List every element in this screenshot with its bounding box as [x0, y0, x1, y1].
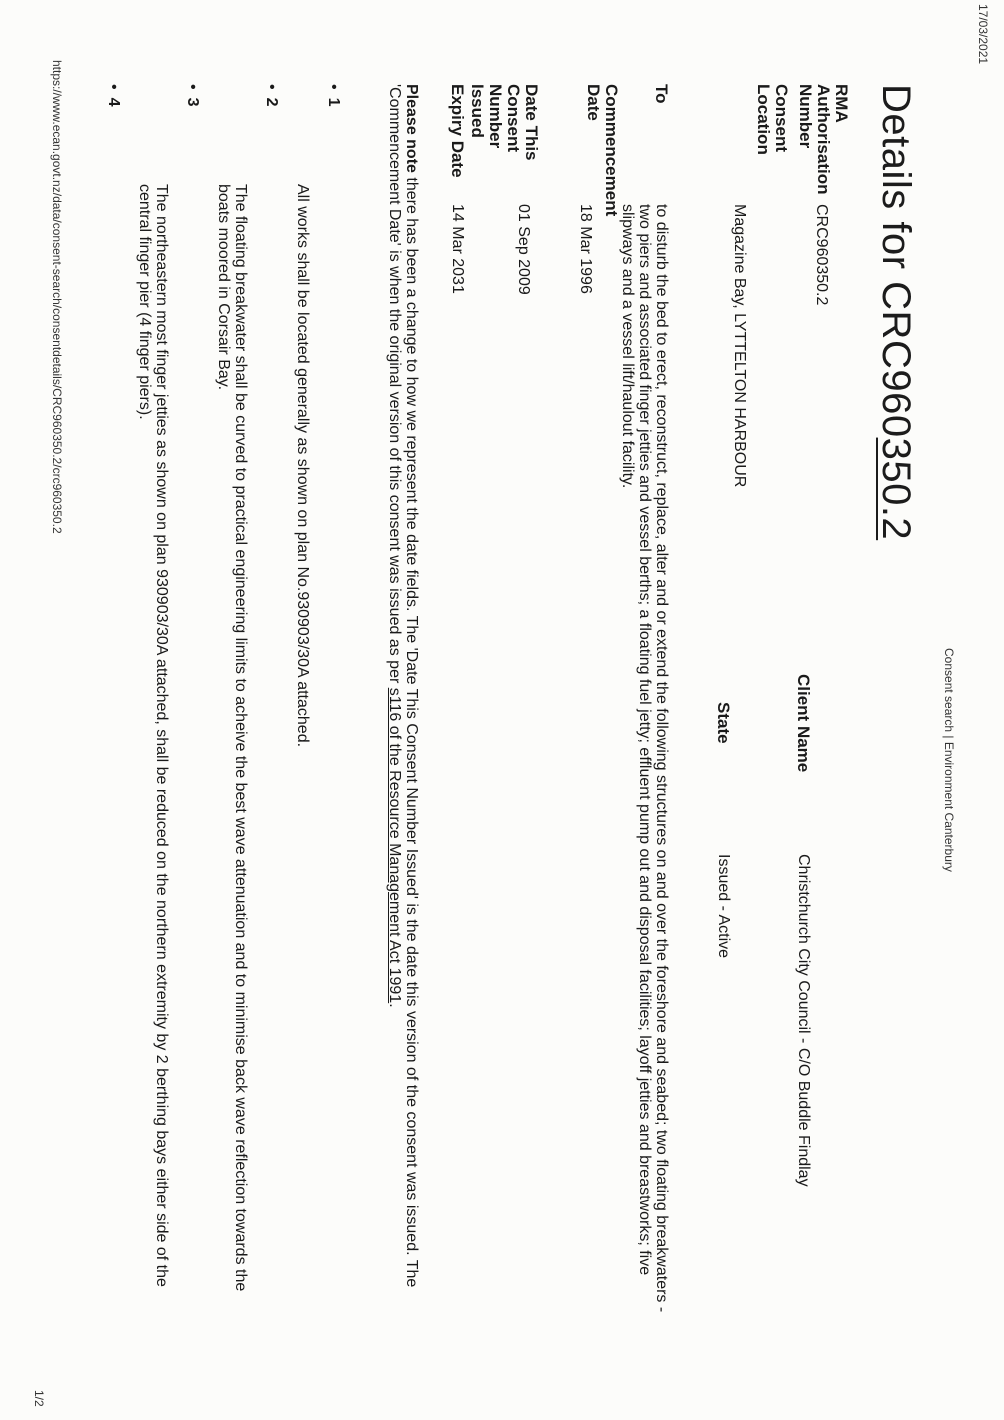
expiry-date-value: 14 Mar 2031 — [449, 204, 466, 294]
rma-section-link[interactable]: s116 of the Resource Management Act 1991 — [386, 687, 403, 1004]
client-name-value: Christchurch City Council - C/O Buddle Findlay — [795, 854, 812, 1187]
commencement-date-value: 18 Mar 1996 — [577, 204, 594, 294]
commencement-date-label: Commencement Date — [584, 84, 621, 217]
condition-number: • 1 — [325, 84, 342, 1324]
condition-number: • 4 — [105, 84, 122, 1324]
consent-location-label: Consent Location — [754, 84, 791, 155]
state-label: State — [714, 702, 733, 744]
condition-text: All works shall be located generally as shown on plan No.930903/30A attached. — [294, 184, 311, 748]
conditions-list — [99, 84, 342, 1324]
condition-text: The floating breakwater shall be curved to practical engineering limits to acheive the best wave attenuation and to minimise back wave reflection towards the boats moored in Corsair Bay. — [215, 184, 249, 1292]
rma-number-label: RMA Authorisation Number — [796, 84, 851, 195]
notice-bold-prefix: Please note — [403, 84, 420, 173]
condition-text: The northeastern most finger jetties as shown on plan 930903/30A attached, shall be reduced on the northern extremity by 2 berthing bays either side of the central finger pier (4 finger piers). — [136, 184, 170, 1287]
expiry-date-label: Expiry Date — [448, 84, 467, 178]
date-fields-notice — [386, 84, 420, 1324]
condition-number: • 3 — [184, 84, 201, 1324]
notice-end: . — [386, 1003, 403, 1008]
condition-item — [294, 84, 342, 1324]
notice-text: there has been a change to how we represent the date fields. The 'Date This Consent Number Issued' is the date this version of the consent was issued. The 'Commencement Date' is when the original version of this consent was issued as per — [386, 84, 420, 1288]
title-prefix: Details for CRC960 — [874, 84, 918, 438]
print-date: 17/03/2021 — [976, 4, 990, 65]
condition-item — [136, 84, 201, 1324]
date-issued-value: 01 Sep 2009 — [515, 204, 532, 295]
title-consent-suffix: 350.2 — [874, 437, 918, 541]
page-number: 1/2 — [32, 1390, 46, 1407]
condition-item — [215, 84, 280, 1324]
state-value: Issued - Active — [715, 854, 732, 959]
purpose-label: To — [652, 84, 671, 104]
condition-number: • 2 — [263, 84, 280, 1324]
rma-number-value: CRC960350.2 — [813, 204, 830, 306]
site-title: Consent search | Environment Canterbury — [942, 648, 956, 872]
page-title — [873, 84, 918, 540]
condition-item — [105, 84, 122, 1324]
consent-location-value: Magazine Bay, LYTTELTON HARBOUR — [731, 204, 748, 488]
date-issued-label: Date This Consent Number Issued — [468, 84, 541, 161]
client-name-label: Client Name — [794, 674, 813, 773]
page-url: https://www.ecan.govt.nz/data/consent-search/consentdetails/CRC960350.2/crc960350.2 — [50, 60, 64, 534]
purpose-value: to disturb the bed to erect, reconstruct, replace, alter and or extend the following structures on and over the foreshore and seabed; two floating breakwaters - two piers and associated finger jetties and vessel berths; a floating fuel jetty; effluent pump out and disposal facilities; layoff jetties and breastworks; five slipways and a vessel lift/haulout facility. — [619, 204, 670, 1313]
